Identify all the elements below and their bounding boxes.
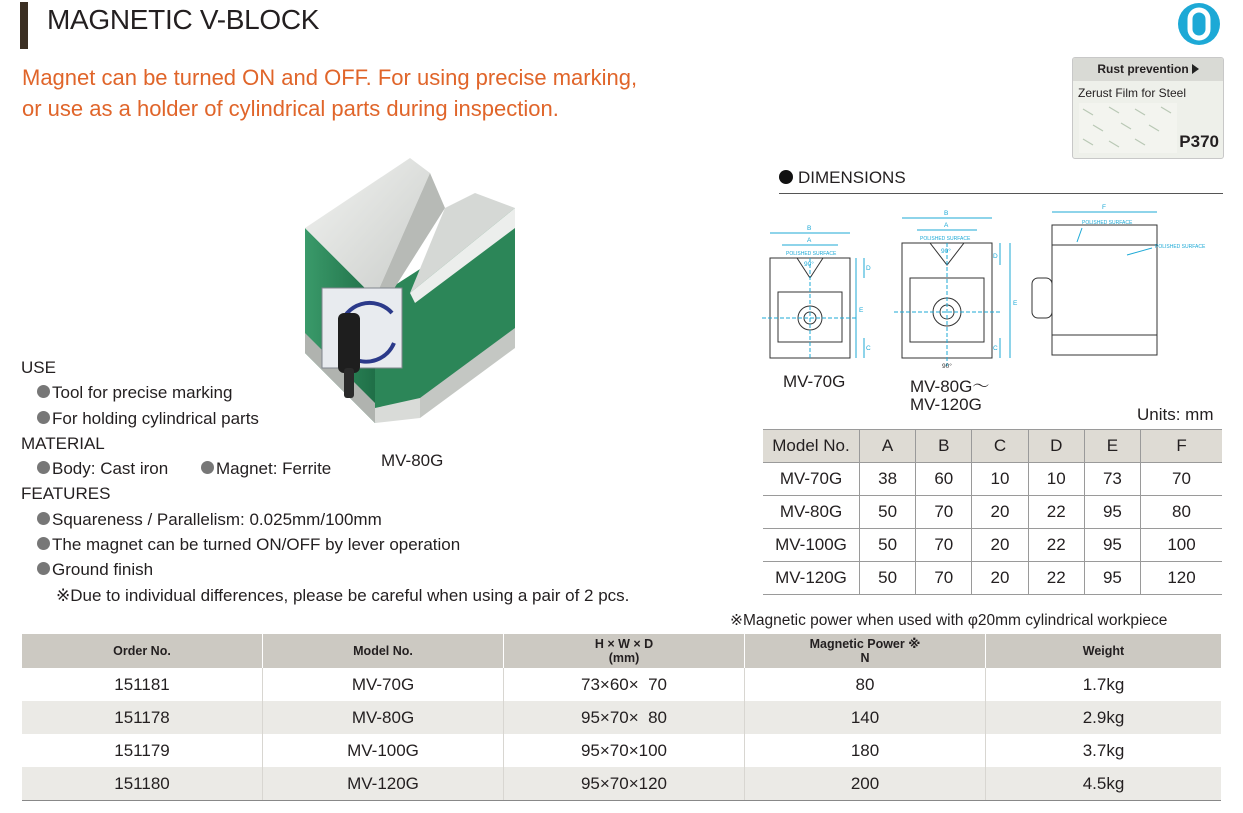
cell: 100: [1141, 529, 1222, 562]
cell: 20: [972, 562, 1028, 595]
svg-text:E: E: [859, 307, 864, 314]
cell: 95: [1084, 562, 1140, 595]
bullet-icon: [201, 461, 214, 474]
rust-prevention-reference[interactable]: [1072, 57, 1224, 159]
cell: MV-70G: [263, 668, 504, 701]
use-item: For holding cylindrical parts: [37, 406, 259, 431]
bullet-icon: [37, 562, 50, 575]
cell: 50: [860, 529, 916, 562]
column-header: Model No.: [763, 430, 860, 463]
bullet-icon: [37, 512, 50, 525]
cell: MV-100G: [263, 734, 504, 767]
table-header-row: [22, 634, 1221, 668]
bullet-icon: [37, 537, 50, 550]
table-row: [763, 529, 1222, 562]
svg-text:A: A: [944, 222, 949, 229]
dimensions-divider: [779, 193, 1223, 194]
order-table: [22, 634, 1221, 801]
cell: 95×70×120: [504, 767, 745, 801]
bullet-icon: [37, 385, 50, 398]
column-header: D: [1028, 430, 1084, 463]
cell: 1.7kg: [986, 668, 1222, 701]
column-header: E: [1084, 430, 1140, 463]
cell: 50: [860, 496, 916, 529]
cell: 60: [916, 463, 972, 496]
svg-text:90°: 90°: [804, 261, 814, 268]
svg-text:E: E: [1013, 300, 1018, 307]
bullet-icon: [37, 411, 50, 424]
table-row: [22, 734, 1221, 767]
bullet-icon: [37, 461, 50, 474]
feature-item: The magnet can be turned ON/OFF by lever operation: [37, 532, 460, 557]
cell: 2.9kg: [986, 701, 1222, 734]
table-header-row: [763, 430, 1222, 463]
cell: 151181: [114, 674, 170, 694]
cell: MV-100G: [763, 529, 860, 562]
cell: 151179: [114, 740, 170, 760]
drawing-label-mv120g: MV-120G: [910, 395, 982, 414]
cell: 95×70×100: [504, 734, 745, 767]
svg-text:A: A: [807, 237, 812, 244]
table-row: [22, 668, 1221, 701]
cell: 73×60× 70: [504, 668, 745, 701]
cell: 3.7kg: [986, 734, 1222, 767]
cell: 10: [1028, 463, 1084, 496]
svg-text:90°: 90°: [942, 363, 952, 370]
drawing-mv70g-front: [762, 225, 871, 358]
drawing-side-view: [1032, 204, 1206, 355]
column-header-hwd: H × W × D (mm): [504, 634, 745, 668]
cell: 95×70× 80: [504, 701, 745, 734]
cell: 22: [1028, 496, 1084, 529]
features-heading: FEATURES: [21, 484, 111, 503]
column-header: B: [916, 430, 972, 463]
cell: 73: [1084, 463, 1140, 496]
cell: MV-80G: [263, 701, 504, 734]
material-heading: MATERIAL: [21, 434, 105, 453]
cell: 70: [916, 562, 972, 595]
column-header-order-no: Order No.: [22, 634, 263, 668]
svg-text:POLISHED SURFACE: POLISHED SURFACE: [1082, 220, 1133, 226]
brand-o-logo-icon: [1177, 2, 1221, 46]
usage-note: ※Due to individual differences, please be careful when using a pair of 2 pcs.: [56, 586, 630, 605]
column-header: C: [972, 430, 1028, 463]
material-item: Body: Cast iron: [37, 456, 168, 481]
cell: 22: [1028, 562, 1084, 595]
table-row: [763, 496, 1222, 529]
cell: MV-80G: [763, 496, 860, 529]
subtitle-line-2: or use as a holder of cylindrical parts during inspection.: [22, 96, 559, 121]
cell: 95: [1084, 529, 1140, 562]
cell: 50: [860, 562, 916, 595]
title-accent-bar: [20, 2, 28, 49]
dimensions-table: [763, 429, 1222, 595]
column-header-weight: Weight: [986, 634, 1222, 668]
subtitle-line-1: Magnet can be turned ON and OFF. For using precise marking,: [22, 65, 638, 90]
cell: 95: [1084, 496, 1140, 529]
cell: 10: [972, 463, 1028, 496]
bullet-icon: [779, 170, 793, 184]
table-row: [763, 463, 1222, 496]
svg-text:C: C: [866, 345, 871, 352]
svg-text:POLISHED SURFACE: POLISHED SURFACE: [920, 236, 971, 242]
svg-text:B: B: [807, 225, 812, 232]
material-item: Magnet: Ferrite: [201, 456, 331, 481]
svg-text:90°: 90°: [941, 248, 951, 255]
feature-item: Ground finish: [37, 557, 153, 582]
svg-text:D: D: [993, 253, 998, 260]
svg-text:F: F: [1102, 204, 1106, 211]
cell: 20: [972, 529, 1028, 562]
cell: 4.5kg: [986, 767, 1222, 801]
svg-text:POLISHED SURFACE: POLISHED SURFACE: [786, 251, 837, 257]
feature-item: Squareness / Parallelism: 0.025mm/100mm: [37, 507, 382, 532]
cell: 70: [916, 496, 972, 529]
svg-text:B: B: [944, 210, 949, 217]
page-title: MAGNETIC V-BLOCK: [47, 4, 320, 35]
use-heading: USE: [21, 358, 56, 377]
cell: 80: [745, 668, 986, 701]
column-header-model-no: Model No.: [263, 634, 504, 668]
svg-text:C: C: [993, 345, 998, 352]
cell: 151180: [22, 767, 263, 801]
svg-text:POLISHED SURFACE: POLISHED SURFACE: [1155, 244, 1206, 250]
cell: 200: [745, 767, 986, 801]
cell: 151178: [22, 701, 263, 734]
cell: 20: [972, 496, 1028, 529]
rust-prevention-heading: Rust prevention: [1073, 58, 1223, 81]
zerust-film-image: [1079, 103, 1177, 153]
drawing-label-mv70g: MV-70G: [783, 372, 846, 391]
cell: MV-120G: [263, 767, 504, 801]
cell: 120: [1141, 562, 1222, 595]
dimensions-heading: DIMENSIONS: [779, 168, 906, 188]
column-header: F: [1141, 430, 1222, 463]
cell: MV-120G: [763, 562, 860, 595]
column-header: A: [860, 430, 916, 463]
cell: 180: [745, 734, 986, 767]
column-header-magnetic-power: Magnetic Power ※ N: [745, 634, 986, 668]
cell: 140: [745, 701, 986, 734]
cell: 22: [1028, 529, 1084, 562]
table-row: [22, 701, 1221, 734]
table-row: [22, 767, 1221, 801]
magnetic-power-note: ※Magnetic power when used with φ20mm cylindrical workpiece: [730, 612, 1168, 629]
cell: 38: [860, 463, 916, 496]
photo-caption: MV-80G: [381, 451, 444, 470]
cell: MV-70G: [763, 463, 860, 496]
drawing-mv80g-front: [894, 210, 1018, 370]
product-photo-v-block: [300, 153, 525, 436]
units-label: Units: mm: [1137, 405, 1214, 424]
rust-product-name: Zerust Film for Steel: [1078, 86, 1187, 100]
dimension-drawings: [752, 200, 1223, 370]
drawing-label-mv80g: MV-80G～: [910, 377, 990, 396]
use-item: Tool for precise marking: [37, 380, 232, 405]
catalog-page-code: P370: [1179, 132, 1219, 151]
page-subtitle: [22, 62, 637, 124]
table-row: [763, 562, 1222, 595]
cell: 80: [1141, 496, 1222, 529]
svg-text:D: D: [866, 265, 871, 272]
play-arrow-icon: [1192, 64, 1199, 74]
cell: 70: [1141, 463, 1222, 496]
cell: 70: [916, 529, 972, 562]
